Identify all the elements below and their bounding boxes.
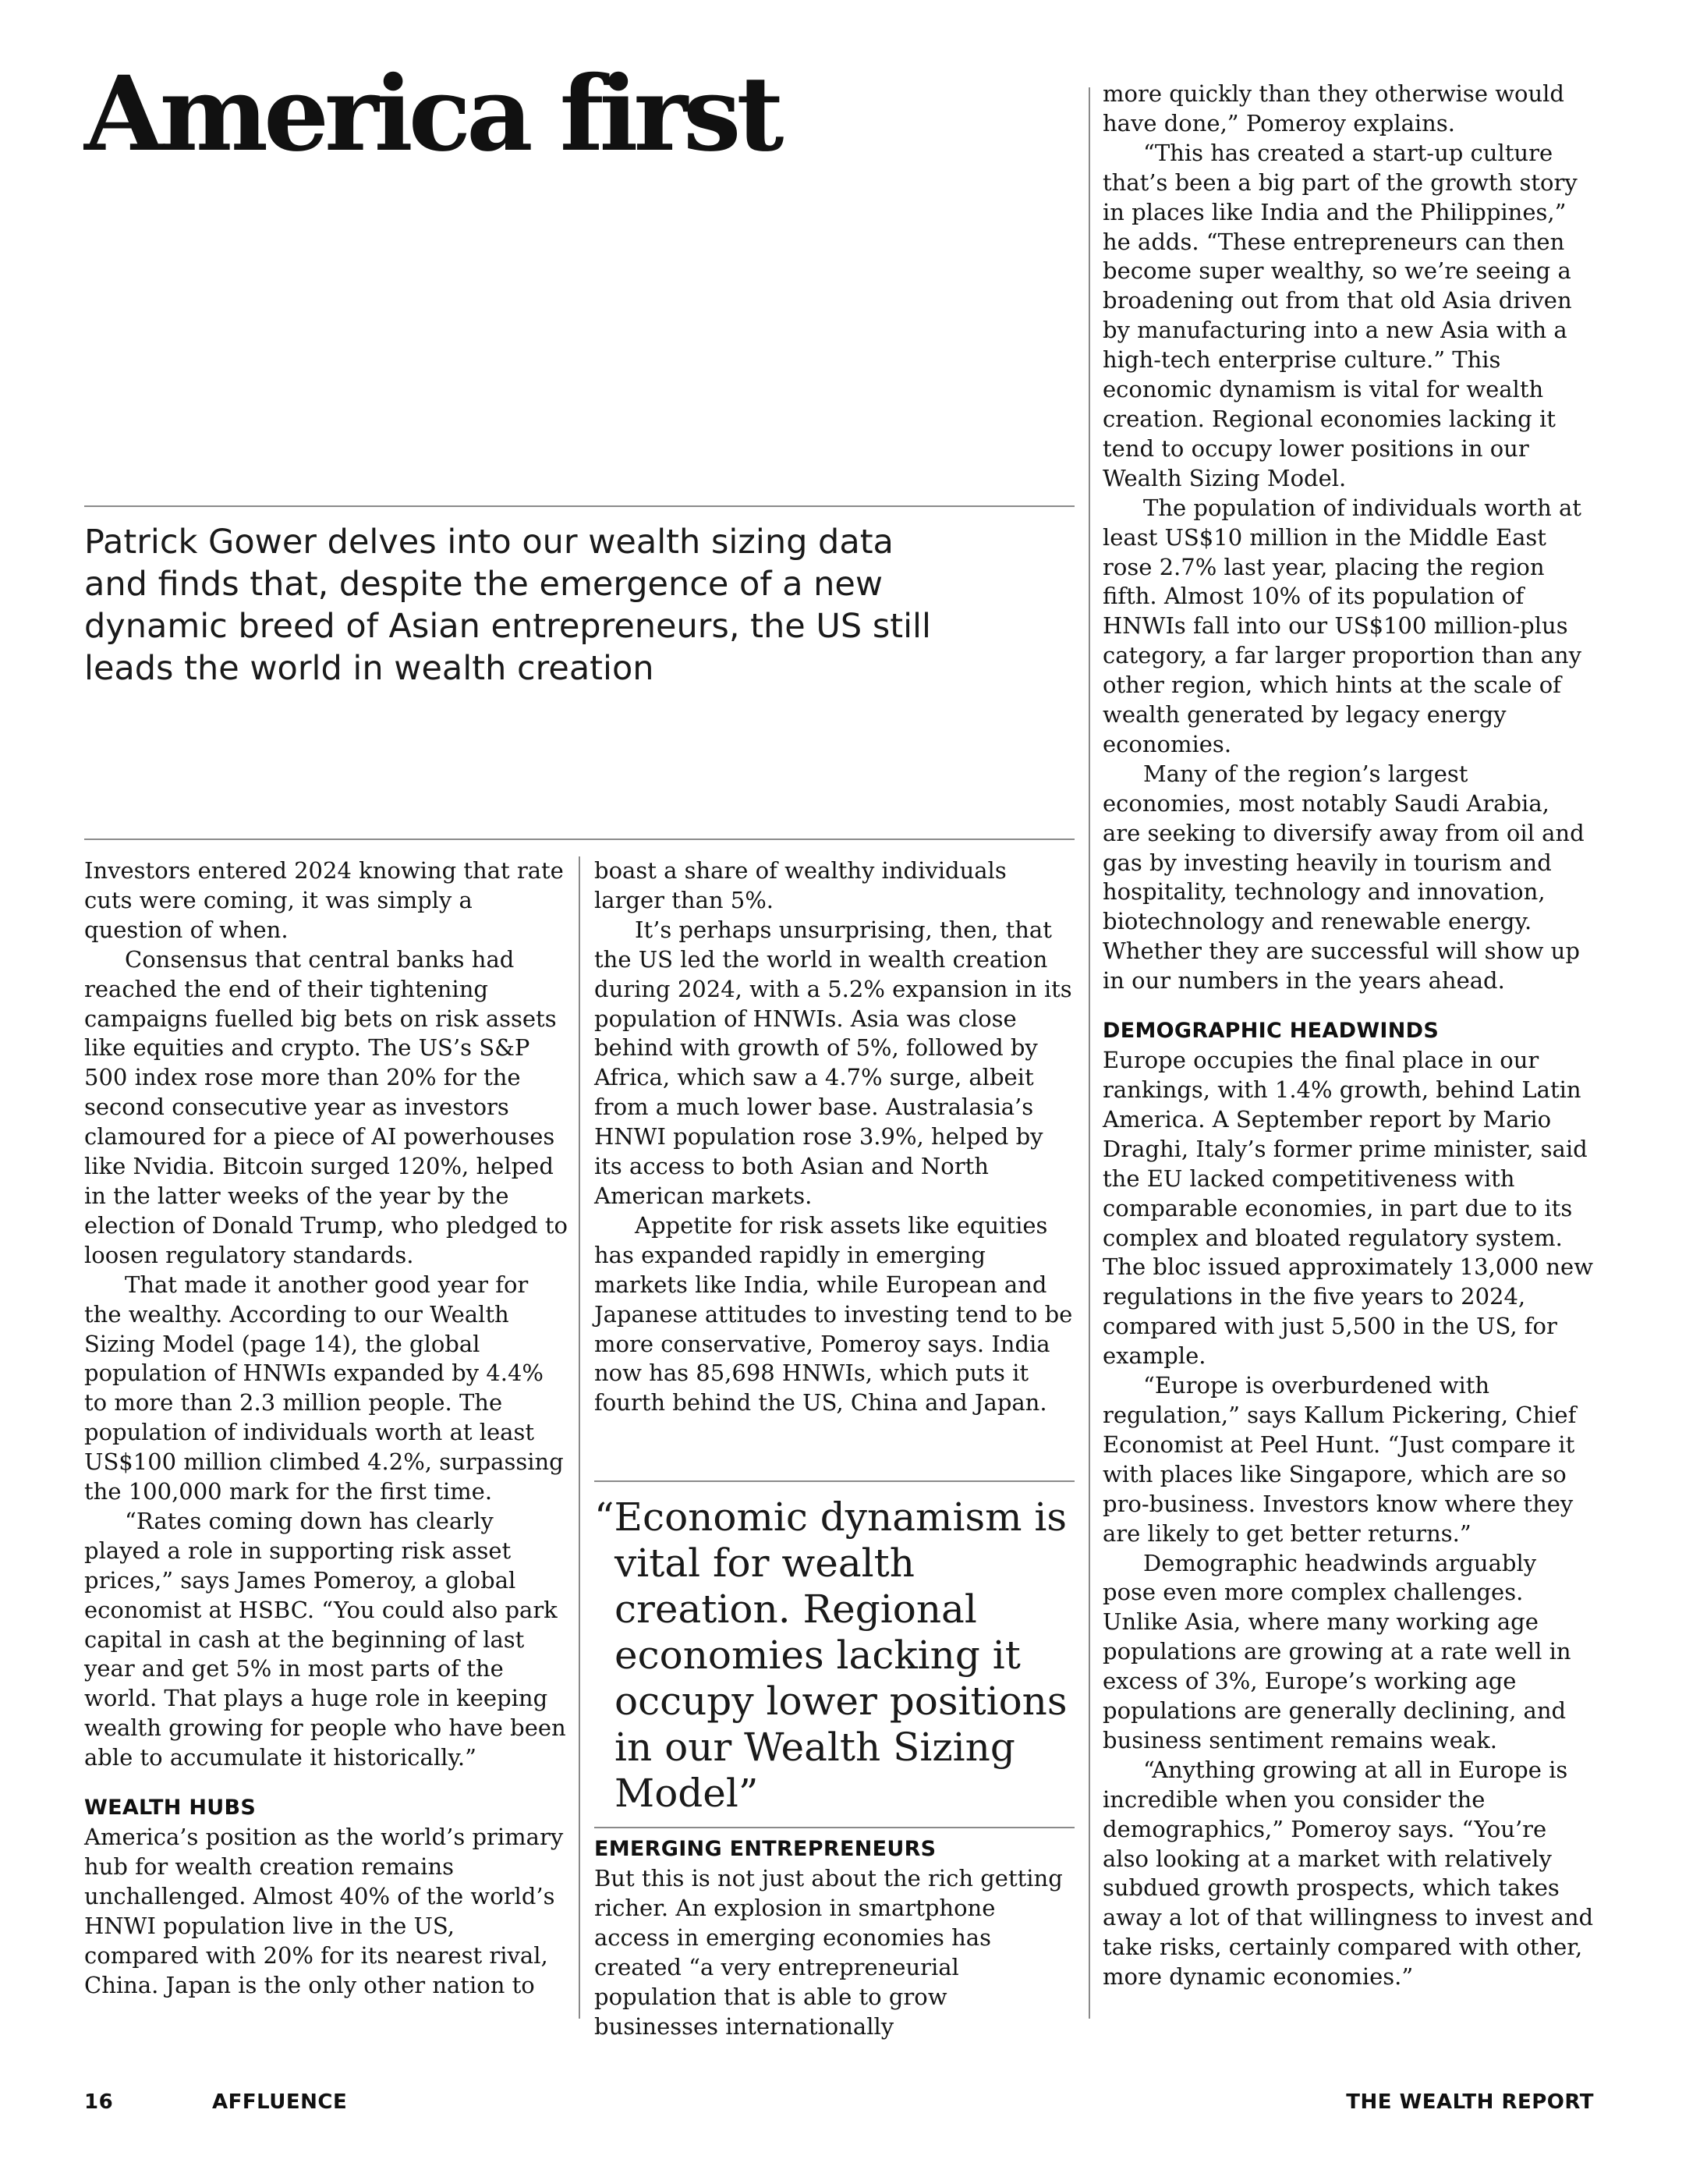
paragraph: “Anything growing at all in Europe is incredible when you consider the demographics,” Pomeroy says. “You’re also looking at a market with relatively subdued growth prospects, which takes away a lot of that willingness to invest and take risks, certainly compared with other, more dynamic economies.” xyxy=(1103,1756,1594,1991)
subheading-emerging-entrepreneurs: EMERGING ENTREPRENEURS xyxy=(594,1837,937,1861)
body-column-2 xyxy=(594,856,1075,1418)
paragraph: Investors entered 2024 knowing that rate cuts were coming, it was simply a question of when. xyxy=(84,857,564,943)
pull-quote: “Economic dynamism is vital for wealth creation. Regional economies lacking it occupy lower positions in our Wealth Sizing Model” xyxy=(594,1494,1068,1816)
paragraph: That made it another good year for the wealthy. According to our Wealth Sizing Model (page 14), the global population of HNWIs expanded by 4.4% to more than 2.3 million people. The population of individuals worth at least US$100 million climbed 4.2%, surpassing the 100,000 mark for the first time. xyxy=(84,1271,564,1505)
paragraph: Appetite for risk assets like equities has expanded rapidly in emerging markets like India, while European and Japanese attitudes to investing tend to be more conservative, Pomeroy says. India now has 85,698 HNWIs, which puts it fourth behind the US, China and Japan. xyxy=(594,1211,1073,1416)
subheading-demographic-headwinds: DEMOGRAPHIC HEADWINDS xyxy=(1103,1019,1440,1044)
pullquote-top-rule xyxy=(594,1480,1075,1482)
subheading-wealth-hubs: WEALTH HUBS xyxy=(84,1796,257,1821)
paragraph: America’s position as the world’s primary hub for wealth creation remains unchallenged. Almost 40% of the world’s HNWI population live in the US, compared with 20% for its nearest rival, China. Japan is the only other nation to xyxy=(84,1824,564,1998)
paragraph: “Rates coming down has clearly played a role in supporting risk asset prices,” says James Pomeroy, a global economist at HSBC. “You could also park capital in cash at the beginning of last year and get 5% in most parts of the world. That plays a huge role in keeping wealth growing for people who have been able to accumulate it historically.” xyxy=(84,1507,566,1771)
body-column-2-continued xyxy=(594,1835,1075,2041)
paragraph: boast a share of wealthy individuals larger than 5%. xyxy=(594,857,1007,913)
column-divider-1 xyxy=(579,856,580,2019)
paragraph: It’s perhaps unsurprising, then, that the US led the world in wealth creation during 2024, with a 5.2% expansion in its population of HNWIs. Asia was close behind with growth of 5%, followed by Africa, which saw a 4.7% surge, albeit from a much lower base. Australasia’s HNWI population rose 3.9%, helped by its access to both Asian and North American markets. xyxy=(594,916,1072,1209)
paragraph: Demographic headwinds arguably pose even more complex challenges. Unlike Asia, where many working age populations are growing at a rate well in excess of 3%, Europe’s working age populations are generally declining, and business sentiment remains weak. xyxy=(1103,1549,1571,1753)
paragraph: The population of individuals worth at least US$10 million in the Middle East rose 2.7% last year, placing the region fifth. Almost 10% of its population of HNWIs fall into our US$100 million-plus category, a far larger proportion than any other region, which hints at the scale of wealth generated by legacy energy economies. xyxy=(1103,494,1581,757)
page-number: 16 xyxy=(84,2090,114,2114)
publication-name: THE WEALTH REPORT xyxy=(1346,2090,1594,2114)
body-column-1 xyxy=(84,856,569,2001)
standfirst-top-rule xyxy=(84,505,1075,507)
paragraph: Many of the region’s largest economies, most notably Saudi Arabia, are seeking to diversify away from oil and gas by investing heavily in tourism and hospitality, technology and innovation, biotechnology and renewable energy. Whether they are successful will show up in our numbers in the years ahead. xyxy=(1103,760,1585,994)
paragraph: “Europe is overburdened with regulation,” says Kallum Pickering, Chief Economist at Peel Hunt. “Just compare it with places like Singapore, which are so pro-business. Investors know where they are likely to get better returns.” xyxy=(1103,1372,1577,1547)
paragraph: more quickly than they otherwise would have done,” Pomeroy explains. xyxy=(1103,80,1564,136)
standfirst-bottom-rule xyxy=(84,838,1075,840)
body-column-3 xyxy=(1103,80,1594,1992)
pullquote-bottom-rule xyxy=(594,1827,1075,1828)
paragraph: “This has created a start-up culture that’s been a big part of the growth story in places like India and the Philippines,” he adds. “These entrepreneurs can then become super wealthy, so we’re seeing a broadening out from that old Asia driven by manufacturing into a new Asia with a high-tech enterprise culture.” This economic dynamism is vital for wealth creation. Regional economies lacking it tend to occupy lower positions in our Wealth Sizing Model. xyxy=(1103,139,1578,491)
paragraph: Consensus that central banks had reached the end of their tightening campaigns fuelled big bets on risk assets like equities and crypto. The US’s S&P 500 index rose more than 20% for the second consecutive year as investors clamoured for a piece of AI powerhouses like Nvidia. Bitcoin surged 120%, helped in the latter weeks of the year by the election of Donald Trump, who pledged to loosen regulatory standards. xyxy=(84,945,568,1268)
paragraph: But this is not just about the rich getting richer. An explosion in smartphone access in emerging economies has created “a very entrepreneurial population that is able to grow businesses internationally xyxy=(594,1865,1063,2040)
paragraph: Europe occupies the final place in our rankings, with 1.4% growth, behind Latin America. A September report by Mario Draghi, Italy’s former prime minister, said the EU lacked competitiveness with comparable economies, in part due to its complex and bloated regulatory system. The bloc issued approximately 13,000 new regulations in the five years to 2024, compared with just 5,500 in the US, for example. xyxy=(1103,1047,1594,1370)
section-name: AFFLUENCE xyxy=(212,2090,348,2114)
article-title: America first xyxy=(84,54,780,175)
standfirst: Patrick Gower delves into our wealth sizing data and finds that, despite the emergence of a new dynamic breed of Asian entrepreneurs, the US still leads the world in wealth creation xyxy=(84,523,931,688)
